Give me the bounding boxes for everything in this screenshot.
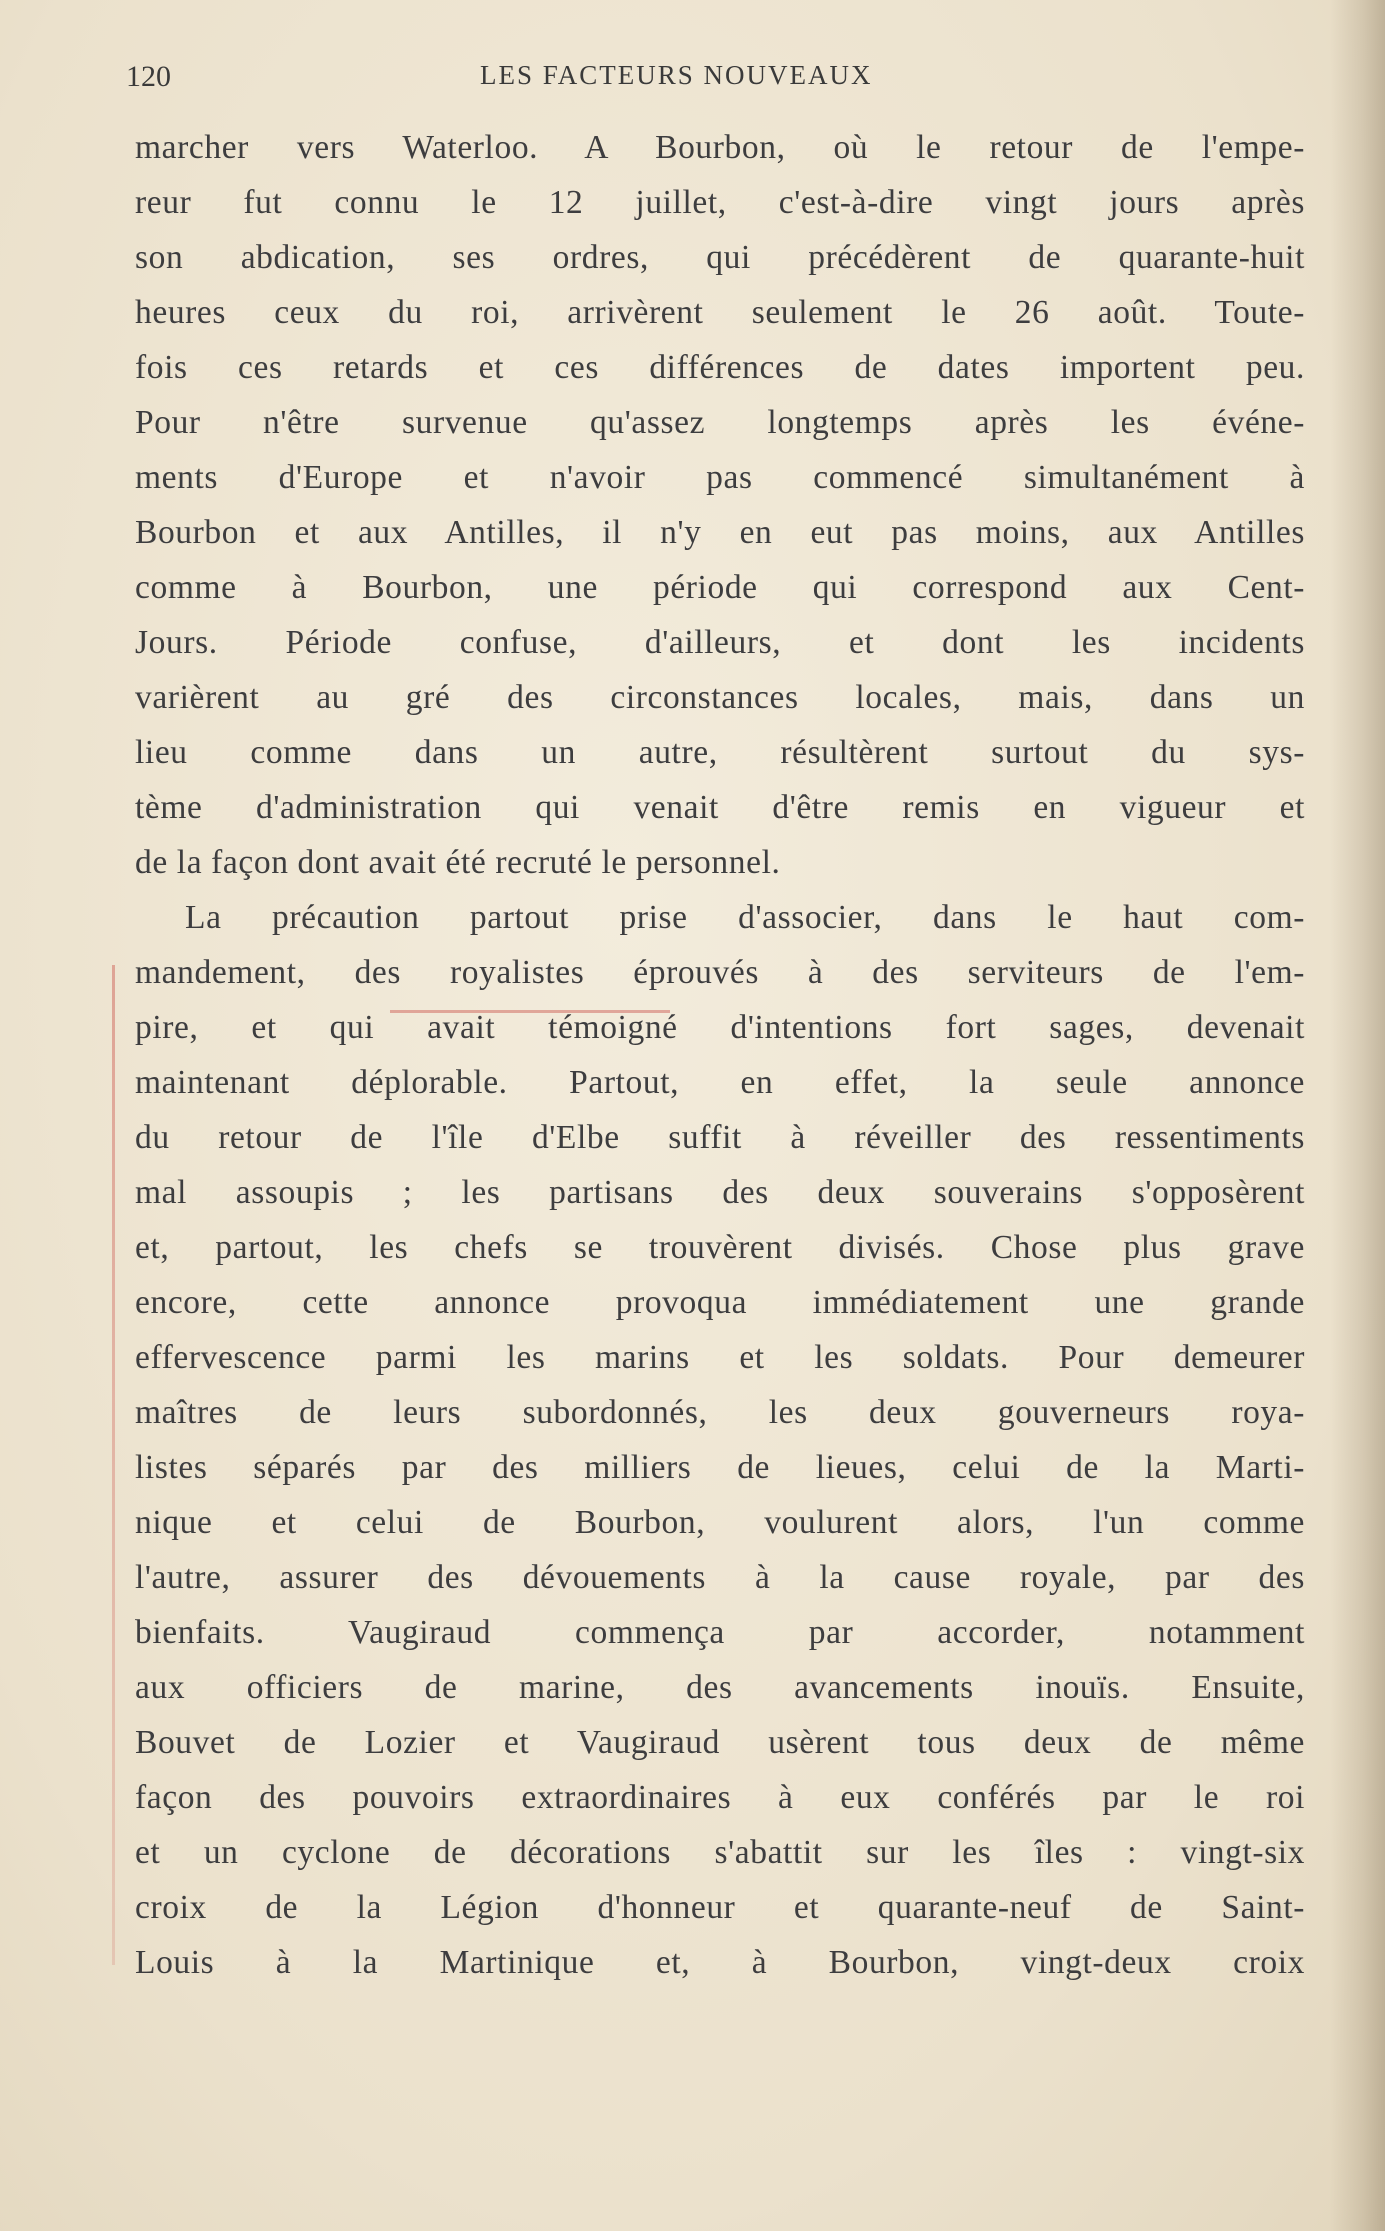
text-line: effervescence parmi les marins et les soldats. Pour demeurer	[135, 1339, 1305, 1376]
text-line: listes séparés par des milliers de lieues, celui de la Marti-	[135, 1449, 1305, 1486]
text-line: Pour n'être survenue qu'assez longtemps après les événe-	[135, 404, 1305, 441]
running-head: LES FACTEURS NOUVEAUX	[480, 60, 873, 90]
text-line: ments d'Europe et n'avoir pas commencé simultanément à	[135, 459, 1305, 496]
text-line: l'autre, assurer des dévouements à la cause royale, par des	[135, 1559, 1305, 1596]
text-line: varièrent au gré des circonstances locales, mais, dans un	[135, 679, 1305, 716]
text-line: mandement, des royalistes éprouvés à des serviteurs de l'em-	[135, 954, 1305, 991]
text-line: façon des pouvoirs extraordinaires à eux conférés par le roi	[135, 1779, 1305, 1816]
text-line: heures ceux du roi, arrivèrent seulement le 26 août. Toute-	[135, 294, 1305, 331]
text-line: du retour de l'île d'Elbe suffit à réveiller des ressentiments	[135, 1119, 1305, 1156]
text-line: encore, cette annonce provoqua immédiatement une grande	[135, 1284, 1305, 1321]
text-line: comme à Bourbon, une période qui correspond aux Cent-	[135, 569, 1305, 606]
margin-pencil-mark	[112, 965, 115, 1965]
text-line: aux officiers de marine, des avancements inouïs. Ensuite,	[135, 1669, 1305, 1706]
page-edge-shadow	[1330, 0, 1385, 2231]
text-line: maîtres de leurs subordonnés, les deux gouverneurs roya-	[135, 1394, 1305, 1431]
text-line: lieu comme dans un autre, résultèrent surtout du sys-	[135, 734, 1305, 771]
text-line: croix de la Légion d'honneur et quarante-neuf de Saint-	[135, 1889, 1305, 1926]
body-text	[135, 120, 1305, 1990]
text-line: Jours. Période confuse, d'ailleurs, et dont les incidents	[135, 624, 1305, 661]
text-line: de la façon dont avait été recruté le personnel.	[135, 844, 781, 881]
text-line: Bouvet de Lozier et Vaugiraud usèrent tous deux de même	[135, 1724, 1305, 1761]
text-line: marcher vers Waterloo. A Bourbon, où le retour de l'empe-	[135, 129, 1305, 166]
page-header	[120, 60, 1320, 100]
text-line: La précaution partout prise d'associer, dans le haut com-	[185, 899, 1305, 936]
paragraph-2	[135, 890, 1305, 1990]
text-line: Louis à la Martinique et, à Bourbon, vingt-deux croix	[135, 1944, 1305, 1981]
text-line: bienfaits. Vaugiraud commença par accorder, notamment	[135, 1614, 1305, 1651]
text-line: son abdication, ses ordres, qui précédèrent de quarante-huit	[135, 239, 1305, 276]
text-line: reur fut connu le 12 juillet, c'est-à-dire vingt jours après	[135, 184, 1305, 221]
text-line: et un cyclone de décorations s'abattit sur les îles : vingt-six	[135, 1834, 1305, 1871]
text-line: mal assoupis ; les partisans des deux souverains s'opposèrent	[135, 1174, 1305, 1211]
text-line: Bourbon et aux Antilles, il n'y en eut pas moins, aux Antilles	[135, 514, 1305, 551]
page-number: 120	[126, 60, 171, 93]
paragraph-1	[135, 120, 1305, 890]
text-line: et, partout, les chefs se trouvèrent divisés. Chose plus grave	[135, 1229, 1305, 1266]
text-line: nique et celui de Bourbon, voulurent alors, l'un comme	[135, 1504, 1305, 1541]
text-line: pire, et qui avait témoigné d'intentions fort sages, devenait	[135, 1009, 1305, 1046]
text-line: maintenant déplorable. Partout, en effet, la seule annonce	[135, 1064, 1305, 1101]
text-line: tème d'administration qui venait d'être remis en vigueur et	[135, 789, 1305, 826]
text-line: fois ces retards et ces différences de dates importent peu.	[135, 349, 1305, 386]
